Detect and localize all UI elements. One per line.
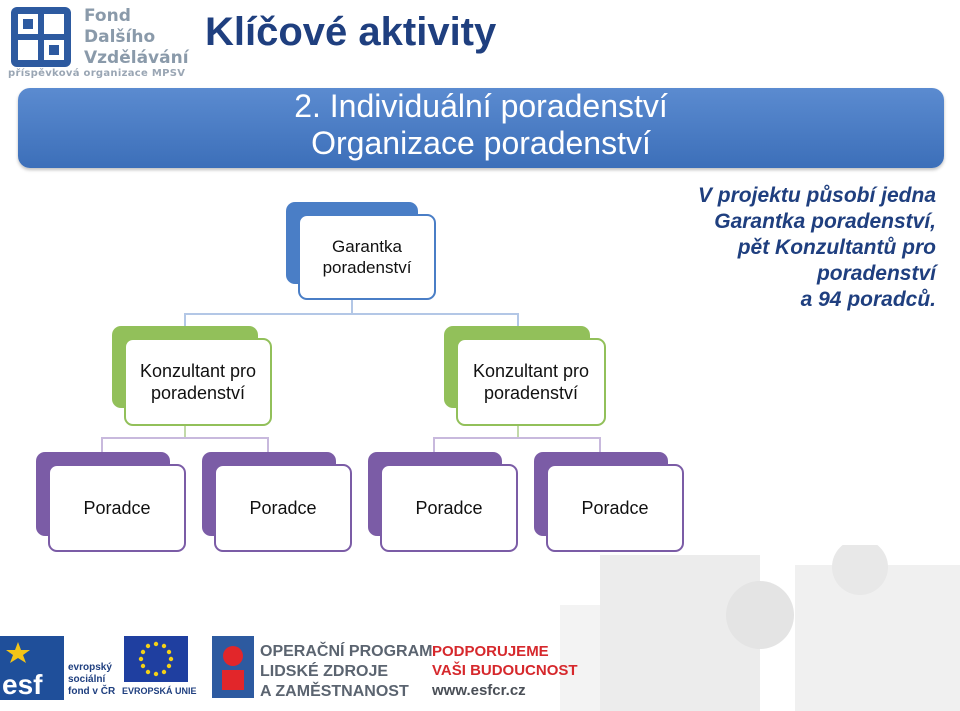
bottom-node-3-label: Poradce [415,497,483,518]
logo-line-2: Dalšího [84,27,156,47]
banner-line-2: Organizace poradenství [311,125,651,161]
eu-caption: EVROPSKÁ UNIE [122,686,197,696]
bottom-node-2 [214,464,352,552]
bottom-node-2-label: Poradce [249,497,317,518]
top-node [298,214,436,300]
mid-right-node-line-1: Konzultant pro [472,361,590,381]
bottom-node-1 [48,464,186,552]
note-line-5: a 94 poradců. [800,288,936,311]
footer-logos [0,632,580,711]
logo-line-1: Fond [84,6,131,26]
logo-subtitle: příspěvková organizace MPSV [8,68,186,79]
support-caption-line-2: VAŠI BUDOUCNOST [432,662,578,679]
op-logo-mark [212,636,254,698]
bottom-node-1-label: Poradce [83,497,151,518]
esf-logo-mark [0,636,64,700]
mid-right-node-line-2: poradenství [483,383,579,403]
top-node-label [319,236,416,278]
footer-url[interactable]: www.esfcr.cz [432,682,526,699]
slide-title: Klíčové aktivity [205,10,497,54]
note-line-1: V projektu působí jedna [697,184,936,207]
mid-left-node-line-2: poradenství [150,383,246,403]
bottom-node-4 [546,464,684,552]
bottom-node-3 [380,464,518,552]
bottom-node-4-label: Poradce [581,497,649,518]
mid-right-node [456,338,606,426]
esf-caption [68,662,115,698]
esf-caption-line-3: fond v ČR [68,686,116,697]
note-line-3: pět Konzultantů pro [737,236,936,259]
connector-right-branch [434,438,600,452]
support-caption-line-1: PODPORUJEME [432,643,549,660]
note-line-4: poradenství [816,262,936,285]
op-caption-line-3: A ZAMĚSTNANOST [260,683,409,700]
mid-right-node-label [469,360,593,404]
logo-line-3: Vzdělávání [84,48,189,68]
top-node-line-1: Garantka [332,237,402,256]
mid-left-node-label [136,360,260,404]
esf-caption-line-2: sociální [68,674,106,685]
connector-top-to-mid [185,314,518,326]
op-caption [260,642,432,702]
support-caption [432,642,578,680]
note-line-2: Garantka poradenství, [714,210,936,233]
eu-flag-icon [124,636,188,682]
top-node-line-2: poradenství [322,258,412,277]
banner-line-1: 2. Individuální poradenství [294,88,668,124]
mid-left-node [124,338,272,426]
esf-caption-line-1: evropský [68,662,112,673]
mid-left-node-line-1: Konzultant pro [139,361,257,381]
op-caption-line-1: OPERAČNÍ PROGRAM [260,643,433,660]
op-caption-line-2: LIDSKÉ ZDROJE [260,663,389,680]
svg-text:esf: esf [2,669,43,700]
connector-left-branch [102,438,268,452]
